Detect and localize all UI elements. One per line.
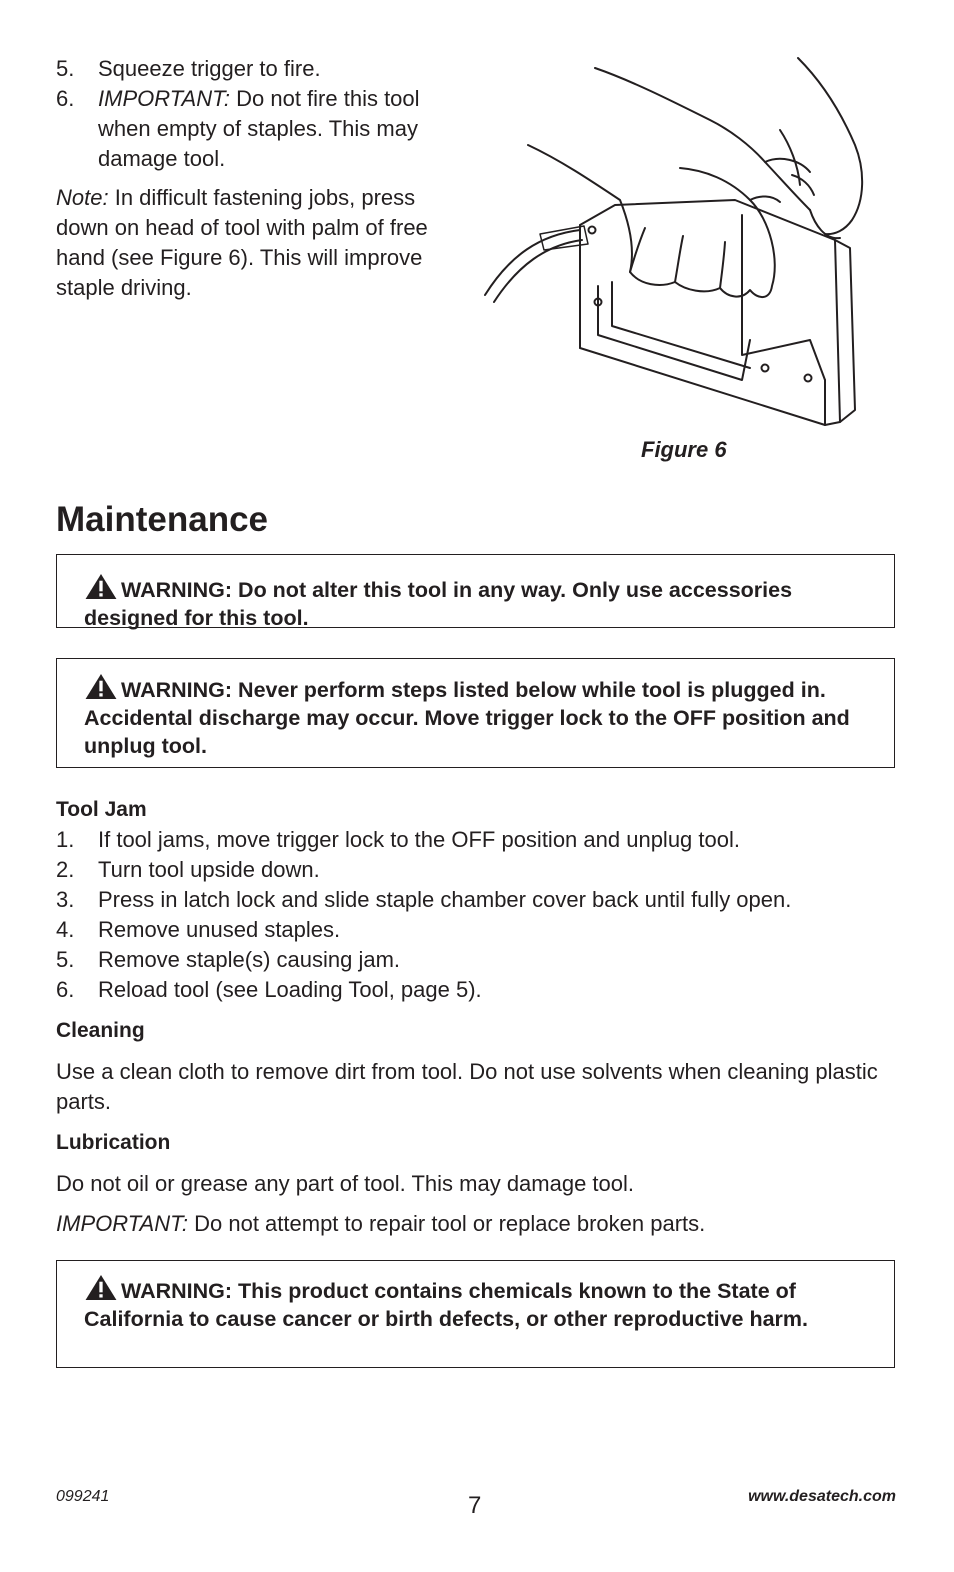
warning-text: WARNING: Do not alter this tool in any way. Only use accessories designed for this tool. bbox=[84, 578, 793, 630]
figure-caption: Figure 6 bbox=[641, 437, 727, 462]
tool-jam-steps-list bbox=[56, 825, 906, 1005]
step-number: 4. bbox=[56, 917, 75, 942]
step-text: Press in latch lock and slide staple chamber cover back until fully open. bbox=[98, 887, 792, 912]
important-paragraph bbox=[56, 1209, 906, 1239]
list-item bbox=[56, 855, 906, 885]
step-number: 1. bbox=[56, 827, 75, 852]
step-text: If tool jams, move trigger lock to the OFF position and unplug tool. bbox=[98, 827, 740, 852]
warning-triangle-icon bbox=[84, 1274, 118, 1301]
warning-box bbox=[56, 658, 895, 768]
warning-text: WARNING: Never perform steps listed below while tool is plugged in. Accidental discharge may occur. Move trigger lock to the OFF position and unplug tool. bbox=[84, 678, 850, 758]
list-item bbox=[56, 915, 906, 945]
step-number: 2. bbox=[56, 857, 75, 882]
step-number: 6. bbox=[56, 977, 75, 1002]
warning-triangle-icon bbox=[84, 673, 118, 700]
step-text: Turn tool upside down. bbox=[98, 857, 320, 882]
note-paragraph bbox=[56, 183, 470, 303]
cleaning-paragraph: Use a clean cloth to remove dirt from tool. Do not use solvents when cleaning plastic parts. bbox=[56, 1059, 878, 1114]
page-number: 7 bbox=[468, 1492, 482, 1519]
warning-triangle-icon bbox=[84, 573, 118, 600]
step-text: Do not fire this tool when empty of staples. This may damage tool. bbox=[98, 86, 420, 171]
cleaning-heading: Cleaning bbox=[56, 1019, 145, 1042]
warning-box bbox=[56, 1260, 895, 1368]
top-steps-list bbox=[56, 54, 468, 174]
section-title: Maintenance bbox=[56, 500, 268, 539]
step-number: 3. bbox=[56, 887, 75, 912]
warning-box bbox=[56, 554, 895, 628]
list-item bbox=[56, 54, 468, 84]
step-text: Squeeze trigger to fire. bbox=[98, 56, 321, 81]
website-link[interactable]: www.desatech.com bbox=[748, 1488, 896, 1505]
list-item bbox=[56, 945, 906, 975]
note-text: In difficult fastening jobs, press down on head of tool with palm of free hand (see Figure 6). This will improve staple driving. bbox=[56, 185, 428, 300]
doc-number: 099241 bbox=[56, 1488, 110, 1505]
step-text: Reload tool (see Loading Tool, page 5). bbox=[98, 977, 482, 1002]
hand-pressing-stapler-illustration bbox=[480, 50, 880, 440]
list-item bbox=[56, 885, 906, 915]
important-text: Do not attempt to repair tool or replace broken parts. bbox=[188, 1211, 706, 1236]
important-label: IMPORTANT: bbox=[98, 86, 230, 111]
important-label: IMPORTANT: bbox=[56, 1211, 188, 1236]
step-text: Remove unused staples. bbox=[98, 917, 341, 942]
tool-jam-heading: Tool Jam bbox=[56, 798, 147, 821]
list-item bbox=[56, 825, 906, 855]
step-number: 5. bbox=[56, 947, 75, 972]
note-label: Note: bbox=[56, 185, 109, 210]
list-item bbox=[56, 975, 906, 1005]
step-number: 5. bbox=[56, 56, 75, 81]
step-number: 6. bbox=[56, 86, 75, 111]
lubrication-heading: Lubrication bbox=[56, 1131, 171, 1154]
list-item bbox=[56, 84, 468, 174]
lubrication-paragraph: Do not oil or grease any part of tool. This may damage tool. bbox=[56, 1171, 635, 1196]
warning-text: WARNING: This product contains chemicals known to the State of California to cause cancer or birth defects, or other reproductive harm. bbox=[84, 1279, 809, 1331]
step-text: Remove staple(s) causing jam. bbox=[98, 947, 401, 972]
